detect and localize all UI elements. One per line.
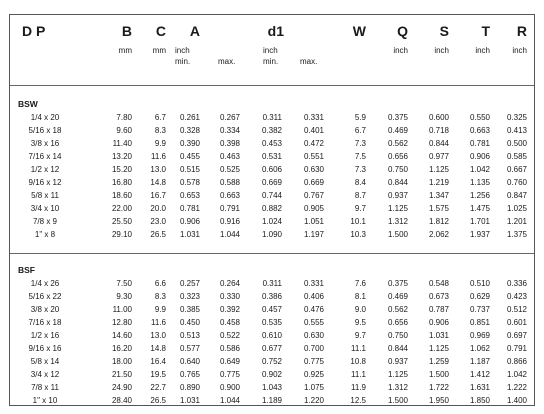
- cell-d1-max: 1.075: [303, 383, 324, 392]
- cell-q: 0.562: [387, 139, 408, 148]
- cell-s: 1.575: [428, 204, 449, 213]
- cell-r: 0.601: [506, 318, 527, 327]
- cell-w: 9.5: [354, 318, 366, 327]
- cell-d1-max: 0.401: [303, 126, 324, 135]
- cell-b: 9.60: [116, 126, 132, 135]
- cell-t: 1.062: [469, 344, 490, 353]
- cell-t: 0.550: [469, 113, 490, 122]
- cell-a-max: 0.791: [219, 204, 240, 213]
- cell-dp: 1/4 x 20: [30, 113, 60, 122]
- cell-w: 9.0: [354, 305, 366, 314]
- cell-dp: 7/16 x 14: [28, 152, 62, 161]
- cell-c: 8.3: [154, 126, 166, 135]
- cell-dp: 5/16 x 18: [28, 126, 62, 135]
- unit-b: mm: [118, 46, 132, 55]
- cell-a-min: 0.261: [179, 113, 200, 122]
- cell-a-min: 0.450: [179, 318, 200, 327]
- unit-q: inch: [393, 46, 408, 55]
- unit-a: inch: [175, 46, 190, 55]
- cell-c: 16.7: [150, 191, 166, 200]
- cell-dp: 9/16 x 12: [28, 178, 62, 187]
- cell-c: 6.6: [154, 279, 166, 288]
- cell-r: 0.585: [506, 152, 527, 161]
- unit-d1: inch: [263, 46, 278, 55]
- cell-d1-max: 0.630: [303, 165, 324, 174]
- cell-w: 5.9: [354, 113, 366, 122]
- cell-c: 8.3: [154, 292, 166, 301]
- cell-dp: 1/4 x 26: [30, 279, 60, 288]
- cell-t: 1.475: [469, 204, 490, 213]
- cell-q: 1.125: [387, 204, 408, 213]
- cell-s: 0.906: [428, 318, 449, 327]
- cell-t: 0.510: [469, 279, 490, 288]
- table-row: [10, 355, 534, 368]
- cell-q: 0.937: [387, 357, 408, 366]
- header-r: R: [516, 23, 527, 39]
- cell-a-min: 0.513: [179, 331, 200, 340]
- cell-a-min: 1.031: [179, 396, 200, 405]
- cell-s: 0.787: [428, 305, 449, 314]
- cell-c: 19.5: [150, 370, 166, 379]
- table-row: [10, 381, 534, 394]
- cell-r: 1.042: [506, 370, 527, 379]
- cell-dp: 7/16 x 18: [28, 318, 62, 327]
- section-title-bsf: BSF: [18, 265, 35, 275]
- cell-d1-min: 0.531: [261, 152, 282, 161]
- table-row: [10, 303, 534, 316]
- header-w: W: [352, 23, 366, 39]
- a-min-label: min.: [175, 57, 191, 66]
- cell-b: 12.80: [111, 318, 132, 327]
- cell-dp: 3/4 x 12: [30, 370, 60, 379]
- cell-w: 6.7: [354, 126, 366, 135]
- cell-a-min: 0.890: [179, 383, 200, 392]
- cell-d1-max: 0.905: [303, 204, 324, 213]
- cell-a-min: 0.257: [179, 279, 200, 288]
- cell-b: 22.00: [111, 204, 132, 213]
- cell-d1-min: 0.535: [261, 318, 282, 327]
- cell-w: 9.7: [354, 331, 366, 340]
- cell-d1-max: 1.051: [303, 217, 324, 226]
- header-dp: D P: [22, 23, 46, 39]
- cell-d1-min: 0.610: [261, 331, 282, 340]
- cell-dp: 1" x 8: [34, 230, 56, 239]
- cell-a-max: 0.392: [219, 305, 240, 314]
- cell-a-min: 0.653: [179, 191, 200, 200]
- cell-c: 9.9: [154, 139, 166, 148]
- cell-c: 14.8: [150, 178, 166, 187]
- cell-d1-max: 0.331: [303, 279, 324, 288]
- cell-s: 2.062: [428, 230, 449, 239]
- cell-d1-max: 0.476: [303, 305, 324, 314]
- cell-t: 1.937: [469, 230, 490, 239]
- cell-d1-min: 0.606: [261, 165, 282, 174]
- cell-d1-min: 1.090: [261, 230, 282, 239]
- cell-q: 0.750: [387, 331, 408, 340]
- unit-s: inch: [434, 46, 449, 55]
- cell-q: 0.469: [387, 292, 408, 301]
- cell-w: 7.5: [354, 152, 366, 161]
- cell-q: 1.312: [387, 217, 408, 226]
- cell-a-max: 1.044: [219, 396, 240, 405]
- cell-b: 7.50: [116, 279, 132, 288]
- cell-s: 1.219: [428, 178, 449, 187]
- table-row: [10, 124, 534, 137]
- table-row: [10, 215, 534, 228]
- cell-r: 0.847: [506, 191, 527, 200]
- cell-q: 1.500: [387, 396, 408, 405]
- table-row: [10, 277, 534, 290]
- cell-c: 23.0: [150, 217, 166, 226]
- cell-s: 1.125: [428, 165, 449, 174]
- cell-d1-min: 1.024: [261, 217, 282, 226]
- cell-r: 0.667: [506, 165, 527, 174]
- cell-a-min: 1.031: [179, 230, 200, 239]
- cell-s: 0.548: [428, 279, 449, 288]
- cell-dp: 3/8 x 20: [30, 305, 60, 314]
- cell-b: 18.00: [111, 357, 132, 366]
- cell-r: 0.697: [506, 331, 527, 340]
- cell-a-max: 0.267: [219, 113, 240, 122]
- cell-dp: 3/8 x 16: [30, 139, 60, 148]
- cell-c: 11.6: [151, 318, 166, 327]
- cell-c: 13.0: [150, 331, 166, 340]
- cell-s: 0.718: [428, 126, 449, 135]
- cell-q: 1.500: [387, 230, 408, 239]
- cell-dp: 3/4 x 10: [30, 204, 60, 213]
- cell-c: 20.0: [150, 204, 166, 213]
- cell-t: 0.781: [469, 139, 490, 148]
- table-row: [10, 228, 534, 241]
- cell-a-min: 0.578: [179, 178, 200, 187]
- cell-d1-max: 0.767: [303, 191, 324, 200]
- table-header: [10, 15, 534, 85]
- cell-c: 13.0: [150, 165, 166, 174]
- cell-r: 1.400: [506, 396, 527, 405]
- cell-s: 0.977: [428, 152, 449, 161]
- cell-a-min: 0.577: [179, 344, 200, 353]
- cell-d1-min: 1.043: [261, 383, 282, 392]
- cell-dp: 7/8 x 11: [31, 383, 59, 392]
- cell-d1-min: 0.386: [261, 292, 282, 301]
- cell-d1-min: 0.677: [261, 344, 282, 353]
- cell-s: 1.031: [428, 331, 449, 340]
- cell-d1-min: 1.189: [261, 396, 282, 405]
- cell-d1-max: 0.925: [303, 370, 324, 379]
- cell-a-max: 1.044: [219, 230, 240, 239]
- cell-d1-max: 0.406: [303, 292, 324, 301]
- cell-a-max: 0.916: [219, 217, 240, 226]
- cell-r: 0.512: [506, 305, 527, 314]
- cell-d1-min: 0.902: [261, 370, 282, 379]
- cell-w: 12.5: [350, 396, 366, 405]
- cell-q: 0.562: [387, 305, 408, 314]
- cell-q: 0.375: [387, 279, 408, 288]
- unit-c: mm: [152, 46, 166, 55]
- cell-d1-max: 0.551: [303, 152, 324, 161]
- cell-a-max: 0.900: [219, 383, 240, 392]
- cell-w: 8.7: [354, 191, 366, 200]
- cell-a-min: 0.640: [179, 357, 200, 366]
- cell-d1-min: 0.382: [261, 126, 282, 135]
- cell-r: 0.866: [506, 357, 527, 366]
- cell-d1-max: 0.630: [303, 331, 324, 340]
- cell-d1-max: 0.472: [303, 139, 324, 148]
- cell-a-max: 0.463: [219, 152, 240, 161]
- table-row: [10, 150, 534, 163]
- table-row: [10, 189, 534, 202]
- cell-b: 28.40: [111, 396, 132, 405]
- header-s: S: [439, 23, 449, 39]
- table-row: [10, 137, 534, 150]
- cell-d1-min: 0.752: [261, 357, 282, 366]
- cell-t: 1.042: [469, 165, 490, 174]
- cell-t: 1.631: [469, 383, 490, 392]
- cell-w: 10.3: [350, 230, 366, 239]
- cell-c: 6.7: [154, 113, 166, 122]
- cell-a-max: 0.330: [219, 292, 240, 301]
- cell-d1-max: 0.555: [303, 318, 324, 327]
- cell-q: 0.375: [387, 113, 408, 122]
- cell-q: 0.844: [387, 344, 408, 353]
- header-divider: [10, 85, 534, 86]
- cell-t: 0.906: [469, 152, 490, 161]
- table-row: [10, 394, 534, 407]
- cell-t: 1.850: [469, 396, 490, 405]
- cell-d1-min: 0.669: [261, 178, 282, 187]
- cell-d1-max: 0.700: [303, 344, 324, 353]
- cell-t: 1.135: [469, 178, 490, 187]
- cell-c: 26.5: [150, 230, 166, 239]
- a-max-label: max.: [218, 57, 236, 66]
- cell-t: 0.737: [469, 305, 490, 314]
- cell-dp: 5/16 x 22: [28, 292, 62, 301]
- cell-a-max: 0.586: [219, 344, 240, 353]
- cell-r: 1.201: [506, 217, 527, 226]
- cell-r: 1.222: [506, 383, 527, 392]
- cell-b: 14.60: [111, 331, 132, 340]
- cell-q: 0.844: [387, 178, 408, 187]
- cell-b: 11.40: [112, 139, 132, 148]
- cell-b: 11.00: [112, 305, 132, 314]
- cell-w: 11.9: [351, 383, 366, 392]
- cell-r: 0.413: [506, 126, 527, 135]
- cell-a-max: 0.649: [219, 357, 240, 366]
- cell-dp: 9/16 x 16: [28, 344, 62, 353]
- section-bsf: [10, 257, 534, 407]
- header-t: T: [481, 23, 490, 39]
- cell-b: 16.20: [111, 344, 132, 353]
- table-row: [10, 342, 534, 355]
- cell-w: 9.7: [354, 204, 366, 213]
- cell-r: 0.325: [506, 113, 527, 122]
- cell-w: 7.6: [354, 279, 366, 288]
- cell-b: 18.60: [111, 191, 132, 200]
- cell-r: 1.025: [506, 204, 527, 213]
- cell-dp: 1" x 10: [32, 396, 58, 405]
- cell-r: 0.423: [506, 292, 527, 301]
- cell-a-min: 0.385: [179, 305, 200, 314]
- cell-b: 7.80: [116, 113, 132, 122]
- cell-s: 0.673: [428, 292, 449, 301]
- cell-t: 1.256: [469, 191, 490, 200]
- cell-c: 26.5: [150, 396, 166, 405]
- cell-d1-min: 0.457: [261, 305, 282, 314]
- cell-w: 7.3: [354, 139, 366, 148]
- cell-dp: 5/8 x 11: [31, 191, 59, 200]
- cell-b: 25.50: [111, 217, 132, 226]
- cell-a-max: 0.334: [219, 126, 240, 135]
- cell-s: 1.125: [428, 344, 449, 353]
- d1-max-label: max.: [300, 57, 318, 66]
- cell-b: 9.30: [116, 292, 132, 301]
- cell-dp: 5/8 x 14: [30, 357, 60, 366]
- cell-q: 0.656: [387, 318, 408, 327]
- cell-t: 0.969: [469, 331, 490, 340]
- cell-b: 24.90: [111, 383, 132, 392]
- cell-q: 1.312: [387, 383, 408, 392]
- cell-w: 7.3: [354, 165, 366, 174]
- d1-min-label: min.: [263, 57, 279, 66]
- header-b: B: [121, 23, 132, 39]
- section-title-bsw: BSW: [18, 99, 38, 109]
- cell-r: 0.336: [506, 279, 527, 288]
- cell-c: 14.8: [150, 344, 166, 353]
- cell-dp: 1/2 x 12: [30, 165, 60, 174]
- cell-a-min: 0.515: [179, 165, 200, 174]
- section-divider: [10, 253, 534, 254]
- cell-a-max: 0.522: [219, 331, 240, 340]
- cell-d1-min: 0.744: [261, 191, 282, 200]
- cell-a-min: 0.906: [179, 217, 200, 226]
- header-q: Q: [397, 23, 408, 39]
- unit-r: inch: [512, 46, 527, 55]
- cell-s: 1.259: [428, 357, 449, 366]
- header-c: C: [155, 23, 166, 39]
- cell-t: 1.187: [469, 357, 490, 366]
- table-row: [10, 290, 534, 303]
- cell-b: 15.20: [111, 165, 132, 174]
- cell-r: 0.791: [506, 344, 527, 353]
- cell-w: 8.1: [354, 292, 366, 301]
- cell-a-max: 0.775: [219, 370, 240, 379]
- cell-d1-max: 0.775: [303, 357, 324, 366]
- cell-c: 9.9: [154, 305, 166, 314]
- thread-dimension-table: [9, 14, 535, 406]
- cell-a-max: 0.663: [219, 191, 240, 200]
- cell-a-min: 0.455: [179, 152, 200, 161]
- cell-q: 0.750: [387, 165, 408, 174]
- header-d1: d1: [267, 23, 284, 39]
- cell-d1-max: 1.220: [303, 396, 324, 405]
- cell-dp: 1/2 x 16: [30, 331, 60, 340]
- cell-r: 0.760: [506, 178, 527, 187]
- cell-s: 1.950: [428, 396, 449, 405]
- cell-r: 0.500: [506, 139, 527, 148]
- cell-a-min: 0.328: [179, 126, 200, 135]
- cell-d1-min: 0.311: [262, 113, 282, 122]
- table-row: [10, 111, 534, 124]
- cell-a-max: 0.458: [219, 318, 240, 327]
- cell-w: 10.1: [350, 217, 366, 226]
- cell-c: 22.7: [150, 383, 166, 392]
- cell-b: 29.10: [111, 230, 132, 239]
- section-bsw: [10, 89, 534, 249]
- cell-d1-max: 0.669: [303, 178, 324, 187]
- cell-q: 0.656: [387, 152, 408, 161]
- cell-s: 1.500: [428, 370, 449, 379]
- cell-q: 0.937: [387, 191, 408, 200]
- cell-w: 10.8: [350, 357, 366, 366]
- cell-a-max: 0.525: [219, 165, 240, 174]
- cell-a-max: 0.264: [219, 279, 240, 288]
- cell-b: 16.80: [111, 178, 132, 187]
- table-row: [10, 368, 534, 381]
- cell-t: 1.701: [469, 217, 490, 226]
- cell-b: 13.20: [111, 152, 132, 161]
- cell-d1-max: 1.197: [303, 230, 324, 239]
- cell-q: 1.125: [387, 370, 408, 379]
- cell-d1-min: 0.311: [262, 279, 282, 288]
- cell-s: 0.844: [428, 139, 449, 148]
- cell-a-min: 0.323: [179, 292, 200, 301]
- cell-s: 0.600: [428, 113, 449, 122]
- cell-c: 16.4: [150, 357, 166, 366]
- cell-r: 1.375: [506, 230, 527, 239]
- cell-b: 21.50: [111, 370, 132, 379]
- cell-w: 8.4: [354, 178, 366, 187]
- cell-s: 1.812: [428, 217, 449, 226]
- table-row: [10, 202, 534, 215]
- cell-d1-min: 0.453: [261, 139, 282, 148]
- unit-t: inch: [475, 46, 490, 55]
- cell-t: 0.663: [469, 126, 490, 135]
- header-a: A: [189, 23, 200, 39]
- table-row: [10, 163, 534, 176]
- cell-d1-max: 0.331: [303, 113, 324, 122]
- cell-a-max: 0.588: [219, 178, 240, 187]
- cell-c: 11.6: [151, 152, 166, 161]
- cell-t: 0.629: [469, 292, 490, 301]
- cell-s: 1.722: [428, 383, 449, 392]
- cell-q: 0.469: [387, 126, 408, 135]
- cell-s: 1.347: [428, 191, 449, 200]
- table-row: [10, 316, 534, 329]
- table-row: [10, 176, 534, 189]
- cell-w: 11.1: [351, 344, 366, 353]
- cell-d1-min: 0.882: [261, 204, 282, 213]
- cell-a-min: 0.390: [179, 139, 200, 148]
- cell-a-max: 0.398: [219, 139, 240, 148]
- table-row: [10, 329, 534, 342]
- cell-t: 0.851: [469, 318, 490, 327]
- cell-w: 11.1: [351, 370, 366, 379]
- cell-dp: 7/8 x 9: [32, 217, 57, 226]
- cell-t: 1.412: [469, 370, 490, 379]
- cell-a-min: 0.781: [179, 204, 200, 213]
- cell-a-min: 0.765: [179, 370, 200, 379]
